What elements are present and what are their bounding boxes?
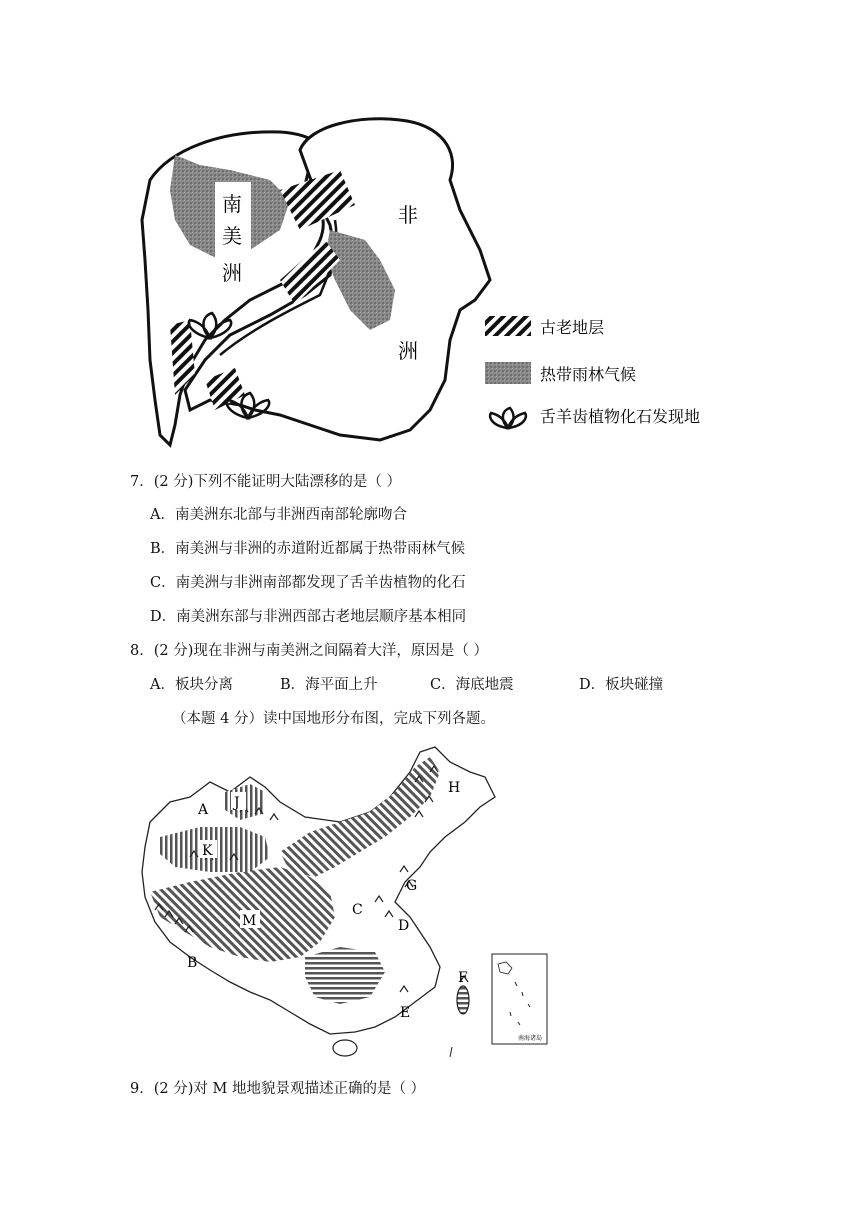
- map-letter-a: A: [198, 802, 209, 818]
- legend-label-rainforest: 热带雨林气候: [540, 365, 637, 384]
- question-7-option-a[interactable]: A．南美洲东北部与非洲西南部轮廓吻合: [150, 507, 407, 523]
- map-letter-h: H: [448, 780, 461, 796]
- map-letter-b: B: [187, 955, 198, 971]
- question-7-option-d[interactable]: D．南美洲东部与非洲西部古老地层顺序基本相同: [150, 609, 467, 625]
- question-8-option-c[interactable]: C．海底地震: [430, 677, 514, 693]
- map-letter-k: K: [202, 843, 213, 859]
- label-africa-2: 洲: [398, 339, 418, 363]
- question-8-option-a[interactable]: A．板块分离: [150, 677, 233, 693]
- map-letter-c: C: [352, 902, 363, 918]
- question-8-stem: 8．(2 分)现在非洲与南美洲之间隔着大洋，原因是（ ）: [130, 643, 488, 659]
- gray-texture-icon: [485, 362, 531, 384]
- question-7-option-b[interactable]: B．南美洲与非洲的赤道附近都属于热带雨林气候: [150, 541, 466, 557]
- map-letter-g: G: [406, 878, 418, 894]
- question-7-stem: 7．(2 分)下列不能证明大陆漂移的是（ ）: [130, 474, 401, 490]
- map-letter-d: D: [398, 918, 410, 934]
- plant-fossil-icon: [490, 408, 526, 428]
- question-8-option-d[interactable]: D．板块碰撞: [579, 677, 664, 693]
- map-letter-f: F: [458, 970, 468, 986]
- legend-label-old-strata: 古老地层: [540, 318, 605, 337]
- continental-drift-map: [130, 110, 730, 455]
- china-terrain-map: [130, 742, 560, 1060]
- map-letter-j: J: [234, 795, 240, 811]
- label-south-america-3: 洲: [222, 261, 242, 285]
- legend: [485, 316, 700, 428]
- map-letter-e: E: [400, 1005, 411, 1021]
- inset-caption: 南海诸岛: [518, 1035, 543, 1042]
- hatch-icon: [485, 316, 531, 336]
- section-note: （本题 4 分）读中国地形分布图，完成下列各题。: [172, 711, 495, 727]
- question-7-option-c[interactable]: C．南美洲与非洲南部都发现了舌羊齿植物的化石: [150, 575, 466, 591]
- legend-label-fossil: 舌羊齿植物化石发现地: [540, 407, 701, 426]
- question-8-option-b[interactable]: B．海平面上升: [280, 677, 378, 693]
- label-south-america-2: 美: [222, 224, 242, 248]
- south-china-sea-inset: [492, 954, 547, 1044]
- label-africa-1: 非: [398, 203, 418, 227]
- question-9-stem: 9．(2 分)对 M 地地貌景观描述正确的是（ ）: [130, 1081, 426, 1097]
- label-south-america-1: 南: [222, 192, 242, 216]
- map-letter-m: M: [242, 913, 257, 929]
